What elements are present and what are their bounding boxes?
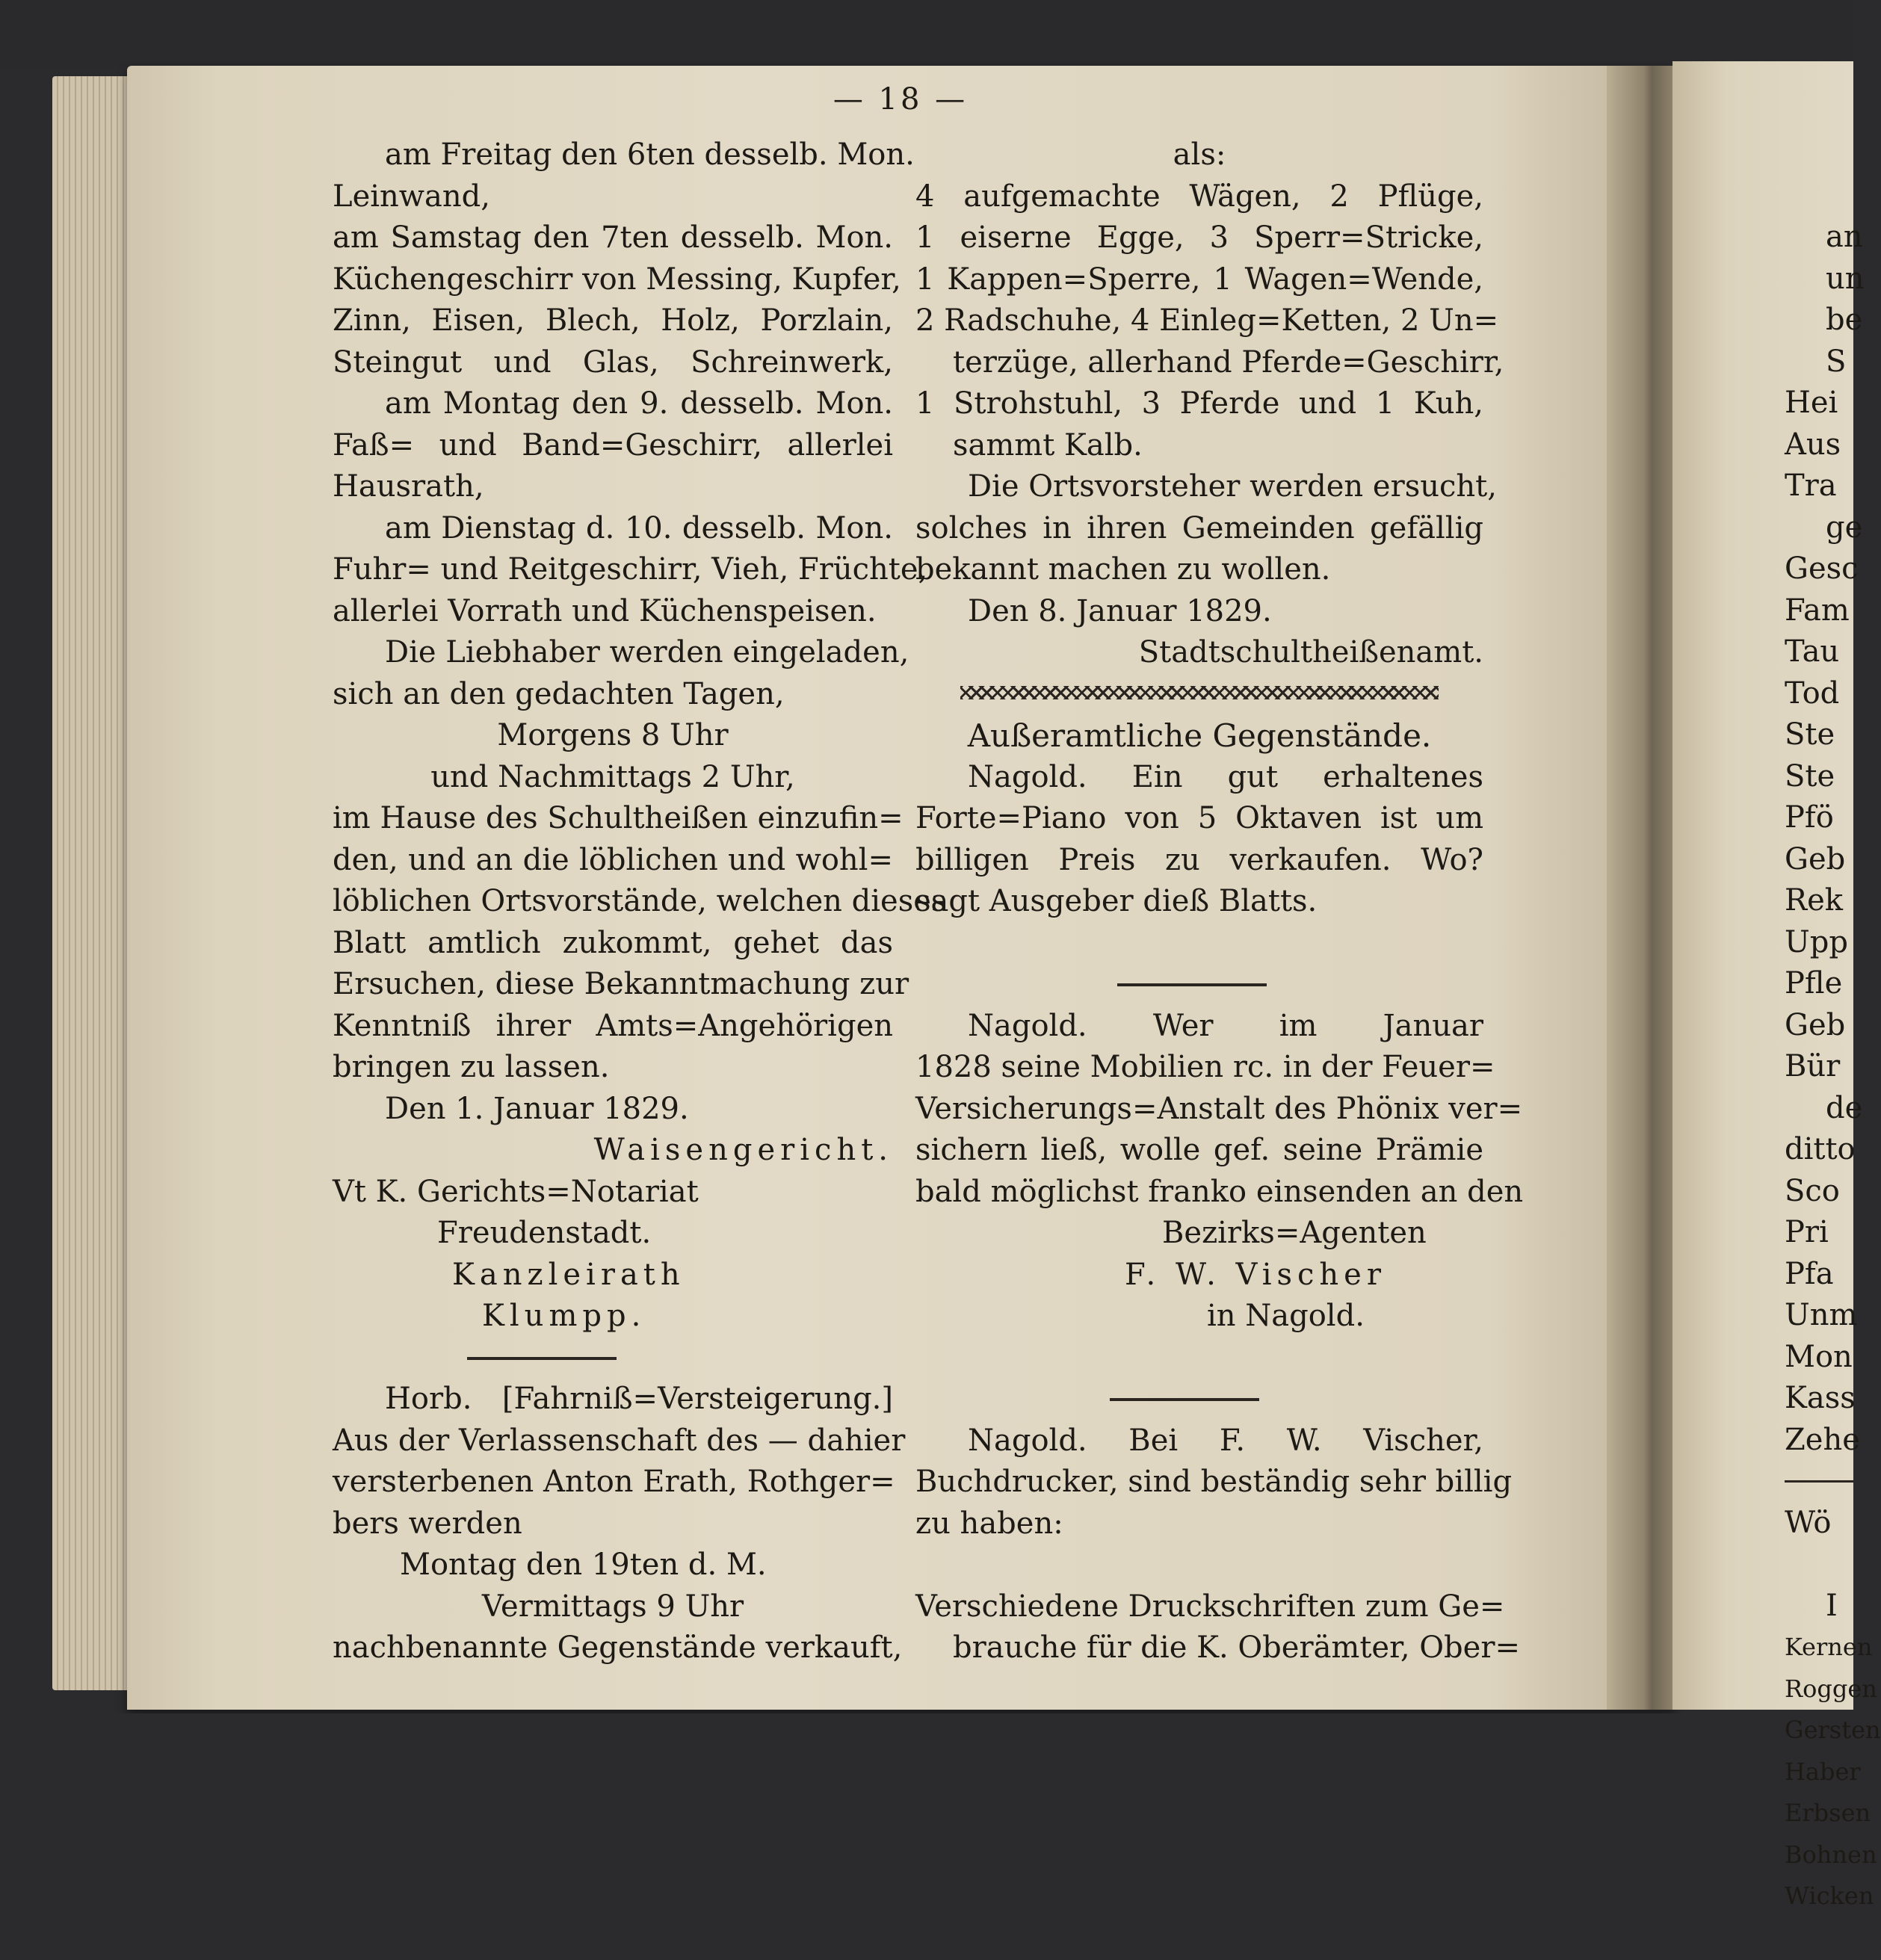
- fragment-line: Geb: [1785, 841, 1846, 877]
- fragment-line: Rek: [1785, 883, 1844, 918]
- text-line: zu haben:: [915, 1506, 1063, 1541]
- fragment-line: Pri: [1785, 1215, 1829, 1249]
- text-line: als:: [1173, 137, 1226, 172]
- signature-authority: Stadtschultheißenamt.: [1138, 635, 1483, 670]
- text-line: Forte=Piano von 5 Oktaven ist um: [915, 801, 1483, 835]
- fragment-line: Pfa: [1785, 1256, 1834, 1291]
- date-line: Den 1. Januar 1829.: [385, 1091, 689, 1126]
- signature-name: F. W. Vischer: [1125, 1257, 1386, 1292]
- text-line: terzüge, allerhand Pferde=Geschirr,: [953, 344, 1504, 380]
- fragment-line: Geb: [1785, 1007, 1846, 1042]
- notice-heading: Nagold. Wer im Januar: [968, 1008, 1483, 1043]
- text-line: am Samstag den 7ten desselb. Mon.: [333, 220, 893, 255]
- section-divider: [915, 964, 1483, 1006]
- fragment-line: Zehe: [1785, 1422, 1860, 1457]
- text-line: Faß= und Band=Geschirr, allerlei: [333, 427, 893, 463]
- right-page-fragments: [1785, 217, 1881, 1917]
- text-line: Morgens 8 Uhr: [497, 718, 729, 752]
- fragment-line: Upp: [1785, 924, 1848, 959]
- fragment-line: be: [1826, 303, 1863, 337]
- text-line: Hausrath,: [333, 469, 484, 504]
- scan-background: [0, 0, 1853, 67]
- text-line: versterbenen Anton Erath, Rothger=: [333, 1465, 895, 1499]
- fragment-line: Kass: [1785, 1381, 1856, 1415]
- fragment-line: Pfö: [1785, 800, 1834, 835]
- text-line: allerlei Vorrath und Küchenspeisen.: [333, 593, 877, 628]
- fragment-line: Pfle: [1785, 966, 1843, 1001]
- text-line: Ersuchen, diese Bekanntmachung zur: [333, 967, 909, 1001]
- signature-title: Kanzleirath: [452, 1257, 685, 1292]
- scan-background-bottom: [52, 1713, 1877, 1960]
- text-line: Steingut und Glas, Schreinwerk,: [333, 344, 893, 380]
- fragment-line: Tod: [1785, 676, 1840, 711]
- text-line: 1 eiserne Egge, 3 Sperr=Stricke,: [915, 220, 1483, 255]
- spacer: [915, 1338, 1483, 1379]
- text-line: Vermittags 9 Uhr: [481, 1589, 744, 1624]
- ornamental-divider: [915, 674, 1483, 716]
- fragment-line: Haber: [1785, 1757, 1861, 1786]
- text-line: löblichen Ortsvorstände, welchen dieses: [333, 884, 947, 918]
- text-line: Freudenstadt.: [437, 1216, 652, 1250]
- text-line: Bezirks=Agenten: [1162, 1216, 1427, 1250]
- text-line: solches in ihren Gemeinden gefällig: [915, 510, 1483, 545]
- fragment-line: Wö: [1785, 1505, 1832, 1540]
- text-line: nachbenannte Gegenstände verkauft,: [333, 1630, 903, 1665]
- text-line: Leinwand,: [333, 179, 490, 214]
- text-line: Blatt amtlich zukommt, gehet das: [333, 925, 893, 960]
- text-line: 4 aufgemachte Wägen, 2 Pflüge,: [915, 179, 1483, 214]
- text-line: sammt Kalb.: [953, 427, 1143, 463]
- text-line: Montag den 19ten d. M.: [400, 1548, 767, 1582]
- text-line: bers werden: [333, 1506, 522, 1541]
- text-line: am Montag den 9. desselb. Mon.: [385, 386, 893, 421]
- fragment-line: Sco: [1785, 1173, 1840, 1208]
- fragment-line: Gersten: [1785, 1716, 1881, 1744]
- fragment-line: Gesc: [1785, 551, 1859, 586]
- text-line: billigen Preis zu verkaufen. Wo?: [915, 842, 1483, 877]
- section-heading: Außeramtliche Gegenstände.: [967, 717, 1432, 754]
- notice-heading: Nagold. Ein gut erhaltenes: [968, 759, 1483, 794]
- text-line: und Nachmittags 2 Uhr,: [430, 759, 795, 794]
- fragment-line: Tau: [1785, 634, 1840, 669]
- date-line: Den 8. Januar 1829.: [968, 593, 1272, 628]
- text-line: Die Liebhaber werden eingeladen,: [385, 635, 909, 670]
- text-line: Versicherungs=Anstalt des Phönix ver=: [915, 1091, 1523, 1126]
- fragment-line: Ste: [1785, 758, 1835, 794]
- text-line: Zinn, Eisen, Blech, Holz, Porzlain,: [333, 303, 893, 338]
- fragment-line: Tra: [1785, 469, 1837, 503]
- text-line: Buchdrucker, sind beständig sehr billig: [915, 1465, 1513, 1499]
- spacer: [915, 923, 1483, 965]
- notice-heading: Nagold. Bei F. W. Vischer,: [968, 1423, 1483, 1458]
- section-divider: [915, 1379, 1483, 1420]
- fragment-line: un: [1826, 261, 1865, 296]
- text-line: sich an den gedachten Tagen,: [333, 676, 785, 711]
- fragment-line: Erbsen: [1785, 1799, 1871, 1827]
- fragment-line: Bür: [1785, 1049, 1841, 1083]
- text-line: Aus der Verlassenschaft des — dahier: [333, 1423, 906, 1458]
- text-line: Kenntniß ihrer Amts=Angehörigen: [333, 1008, 893, 1043]
- fragment-line: ge: [1826, 510, 1863, 545]
- fragment-line: an: [1826, 220, 1863, 254]
- text-line: 1828 seine Mobilien rc. in der Feuer=: [915, 1050, 1495, 1084]
- text-line: bringen zu lassen.: [333, 1050, 610, 1084]
- signature-authority: Waisengericht.: [593, 1133, 893, 1167]
- text-line: im Hause des Schultheißen einzufin=: [333, 801, 904, 835]
- text-line: bekannt machen zu wollen.: [915, 552, 1331, 587]
- text-line: den, und an die löblichen und wohl=: [333, 842, 893, 877]
- text-line: sichern ließ, wolle gef. seine Prämie: [915, 1133, 1483, 1167]
- fragment-line: Unm: [1785, 1298, 1858, 1332]
- text-line: 2 Radschuhe, 4 Einleg=Ketten, 2 Un=: [915, 303, 1499, 338]
- fragment-line: Roggen: [1785, 1674, 1877, 1703]
- fragment-line: Mon: [1785, 1339, 1853, 1374]
- notice-heading: Horb. [Fahrniß=Versteigerung.]: [385, 1382, 893, 1416]
- section-divider: [333, 1338, 893, 1379]
- fragment-line: S: [1826, 344, 1847, 379]
- page-number: — 18 —: [833, 82, 969, 117]
- fragment-line: ditto: [1785, 1132, 1856, 1166]
- fragment-divider: [1785, 1461, 1853, 1503]
- fragment-line: Kernen: [1785, 1633, 1873, 1661]
- text-line: Die Ortsvorsteher werden ersucht,: [968, 469, 1497, 504]
- spacer: [915, 1545, 1483, 1586]
- text-line: am Dienstag d. 10. desselb. Mon.: [385, 510, 893, 545]
- fragment-line: Fam: [1785, 593, 1850, 628]
- text-line: 1 Strohstuhl, 3 Pferde und 1 Kuh,: [915, 386, 1483, 421]
- right-column: [915, 135, 1524, 1669]
- fragment-line: Aus: [1785, 427, 1841, 462]
- text-line: bald möglichst franko einsenden an den: [915, 1174, 1524, 1209]
- text-line: am Freitag den 6ten desselb. Mon.: [385, 137, 915, 172]
- signature-name: Klumpp.: [482, 1299, 646, 1333]
- spacer: [1785, 1544, 1853, 1586]
- text-line: 1 Kappen=Sperre, 1 Wagen=Wende,: [915, 262, 1483, 297]
- fragment-line: Hei: [1785, 386, 1838, 420]
- fragment-line: I: [1826, 1588, 1838, 1623]
- fragment-line: de: [1826, 1090, 1863, 1125]
- text-line: brauche für die K. Oberämter, Ober=: [953, 1630, 1520, 1665]
- signature-place: in Nagold.: [1207, 1299, 1365, 1333]
- text-line: Vt K. Gerichts=Notariat: [333, 1174, 699, 1209]
- fragment-line: Wicken: [1785, 1882, 1874, 1910]
- left-column: [333, 135, 947, 1669]
- text-line: sagt Ausgeber dieß Blatts.: [915, 884, 1318, 918]
- fragment-line: Bohnen: [1785, 1840, 1877, 1869]
- text-line: Fuhr= und Reitgeschirr, Vieh, Früchte,: [333, 552, 928, 587]
- text-line: Verschiedene Druckschriften zum Ge=: [915, 1589, 1505, 1624]
- text-line: Küchengeschirr von Messing, Kupfer,: [333, 262, 901, 297]
- page-edges: [52, 76, 135, 1690]
- fragment-line: Ste: [1785, 717, 1835, 752]
